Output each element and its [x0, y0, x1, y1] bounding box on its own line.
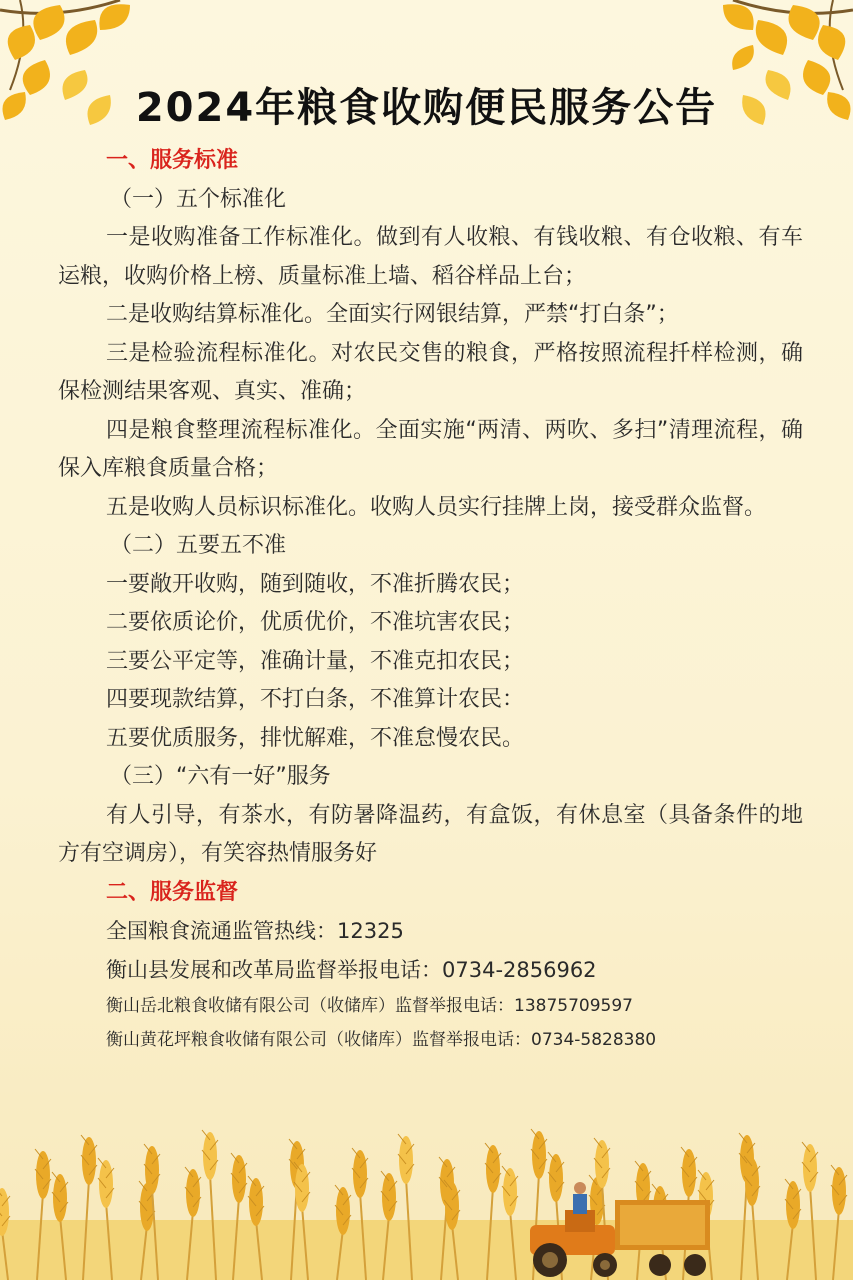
rule-item-2: 二要依质论价，优质优价，不准坑害农民；	[106, 610, 525, 635]
hotline-yuebei: 衡山岳北粮食收储有限公司（收储库）监督举报电话：13875709597	[106, 996, 633, 1016]
rule-item-1: 一要敞开收购，随到随收，不准折腾农民；	[106, 571, 525, 597]
standard-paragraph-5: 五是收购人员标识标准化。收购人员实行挂牌上岗，接受群众监督。	[106, 494, 767, 520]
service-paragraph: 有人引导，有茶水，有防暑降温药，有盒饭，有休息室（具备条件的地方有空调房），有笑容热情服务好	[58, 802, 803, 866]
hotline-huanghuaping: 衡山黄花坪粮食收储有限公司（收储库）监督举报电话：0734-5828380	[106, 1030, 657, 1050]
standard-paragraph-2: 二是收购结算标准化。全面实行网银结算，严禁“打白条”；	[106, 302, 679, 327]
standard-paragraph-4: 四是粮食整理流程标准化。全面实施“两清、两吹、多扫”清理流程，确保入库粮食质量合格；	[58, 417, 803, 481]
subsection-heading-five-standards: （一）五个标准化	[110, 186, 287, 212]
subsection-heading-five-musts: （二）五要五不准	[110, 533, 287, 558]
hotline-national: 全国粮食流通监管热线：12325	[106, 919, 404, 943]
subsection-heading-six-and-one: （三）“六有一好”服务	[110, 764, 331, 789]
rule-item-4: 四要现款结算，不打白条，不准算计农民：	[106, 687, 525, 712]
rule-item-3: 三要公平定等，准确计量，不准克扣农民；	[106, 648, 525, 674]
hotline-county: 衡山县发展和改革局监督举报电话：0734-2856962	[106, 957, 597, 982]
poster-title: 2024年粮食收购便民服务公告	[135, 85, 718, 131]
standard-paragraph-1: 一是收购准备工作标准化。做到有人收粮、有钱收粮、有仓收粮、有车运粮，收购价格上榜、质量标准上墙、稻谷样品上台；	[58, 225, 803, 289]
section-heading-service-standards: 一、服务标准	[106, 148, 239, 173]
notice-body	[58, 142, 803, 1057]
rule-item-5: 五要优质服务，排忧解难，不准怠慢农民。	[106, 725, 525, 751]
wheat-field-illustration	[0, 1080, 853, 1280]
section-heading-supervision: 二、服务监督	[106, 879, 239, 905]
tractor-illustration	[510, 1180, 720, 1280]
standard-paragraph-3: 三是检验流程标准化。对农民交售的粮食，严格按照流程扦样检测，确保检测结果客观、真实、准确；	[58, 340, 803, 404]
